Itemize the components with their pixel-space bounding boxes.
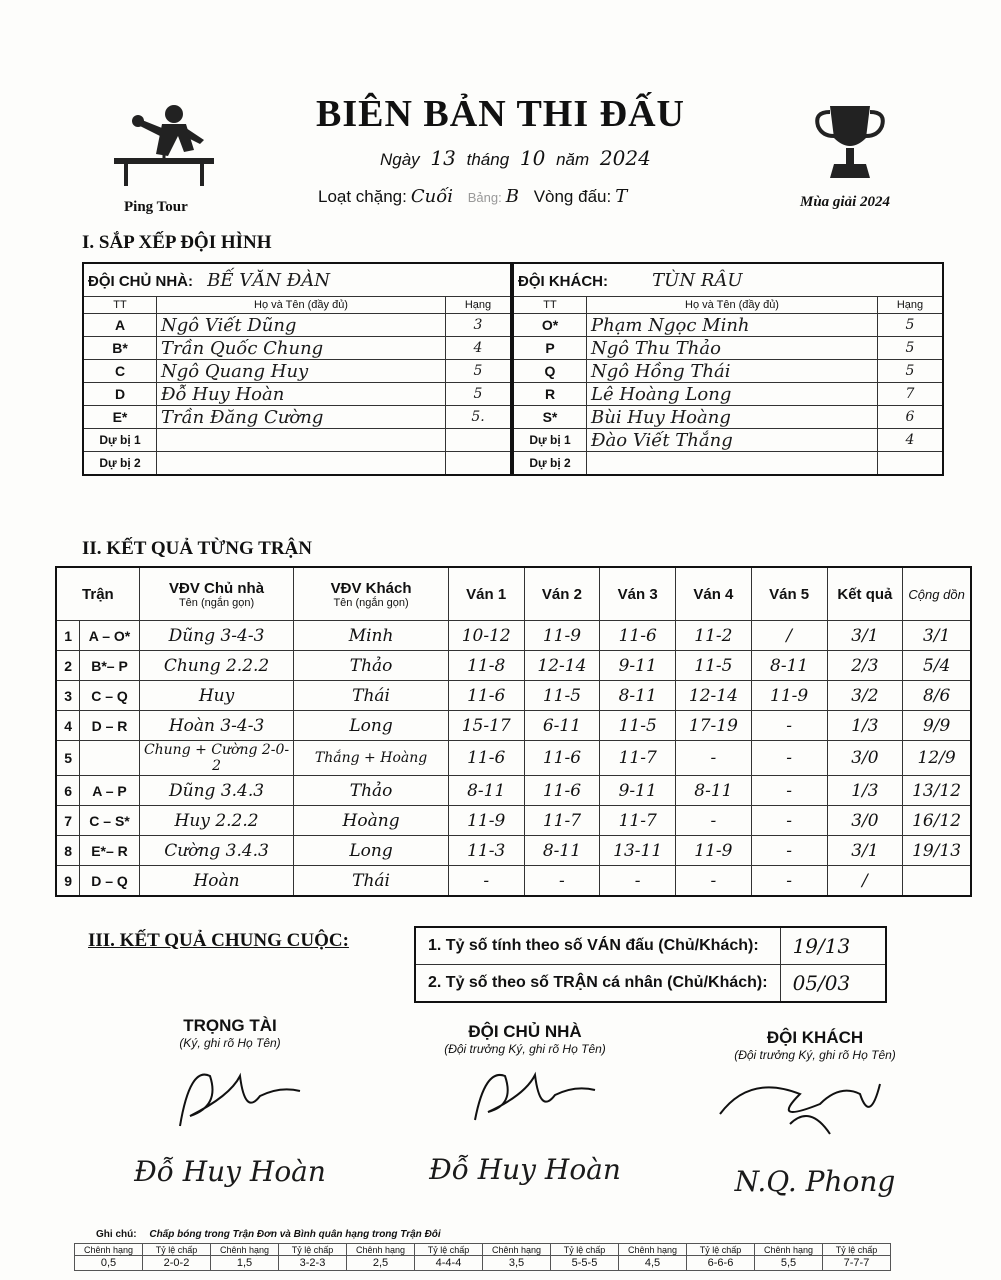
- match-result: /: [827, 866, 903, 897]
- game-3-score: 8-11: [600, 681, 676, 711]
- match-no: 9: [56, 866, 80, 897]
- match-result: 3/2: [827, 681, 903, 711]
- day-value: 13: [430, 146, 456, 170]
- game-3-score: 9-11: [600, 776, 676, 806]
- date-line: [380, 146, 657, 170]
- game-3-score: 13-11: [600, 836, 676, 866]
- match-result: 3/0: [827, 741, 903, 776]
- home-player-rank: 4: [446, 337, 512, 360]
- match-no: 4: [56, 711, 80, 741]
- home-tt: A: [83, 314, 157, 337]
- lineup-section-title: I. SẮP XẾP ĐỘI HÌNH: [82, 232, 272, 253]
- game-3-score: 11-7: [600, 741, 676, 776]
- away-player-name: Phạm Ngọc Minh: [587, 314, 878, 337]
- cumulative-score: 19/13: [903, 836, 971, 866]
- handicap-table: [74, 1243, 891, 1271]
- away-player: Long: [294, 836, 449, 866]
- handicap-header: Tỷ lệ chấp: [551, 1244, 619, 1256]
- game-2-score: 8-11: [524, 836, 600, 866]
- away-sign-title: ĐỘI KHÁCH: [766, 1028, 864, 1047]
- away-team-cell: [513, 263, 943, 297]
- home-player-rank: [446, 452, 512, 476]
- home-team-label: ĐỘI CHỦ NHÀ:: [88, 272, 193, 290]
- home-sign-sub: (Đội trưởng Ký, ghi rõ Họ Tên): [444, 1042, 606, 1056]
- col-home-sub: Tên (ngắn gọn): [178, 596, 255, 609]
- match-pair: D – Q: [80, 866, 140, 897]
- table-row: [56, 836, 971, 866]
- away-tt: Q: [513, 360, 587, 383]
- game-1-score: 10-12: [448, 621, 524, 651]
- year-label: năm: [556, 150, 590, 169]
- cumulative-score: 5/4: [903, 651, 971, 681]
- home-tt: D: [83, 383, 157, 406]
- away-player-rank: 5: [878, 314, 944, 337]
- home-team-name: BẾ VĂN ĐÀN: [207, 269, 331, 291]
- game-4-score: 11-2: [676, 621, 752, 651]
- handicap-header: Tỷ lệ chấp: [415, 1244, 483, 1256]
- away-player: Thắng + Hoàng: [294, 741, 449, 776]
- match-result: 1/3: [827, 711, 903, 741]
- away-player-rank: [878, 452, 944, 476]
- match-score-label: 2. Tỷ số theo số TRẬN cá nhân (Chủ/Khách):: [415, 965, 780, 1003]
- col-game-5: Ván 5: [751, 567, 827, 621]
- home-player-rank: 3: [446, 314, 512, 337]
- away-team-name: TÙN RÂU: [652, 269, 743, 291]
- game-4-score: -: [676, 741, 752, 776]
- cumulative-score: 16/12: [903, 806, 971, 836]
- handicap-value: 2-0-2: [143, 1256, 211, 1271]
- referee-name: Đỗ Huy Hoàn: [134, 1155, 326, 1188]
- logo-text: Ping Tour: [124, 199, 188, 215]
- referee-title: TRỌNG TÀI: [183, 1016, 277, 1035]
- cumulative-score: 8/6: [903, 681, 971, 711]
- home-tt: Dự bị 2: [83, 452, 157, 476]
- table-row: [56, 866, 971, 897]
- game-3-score: -: [600, 866, 676, 897]
- game-5-score: 8-11: [751, 651, 827, 681]
- home-signature-block: [410, 1022, 640, 1186]
- home-player-name: [157, 452, 446, 476]
- away-player-name: Ngô Hồng Thái: [587, 360, 878, 383]
- col-tt: TT: [83, 297, 157, 314]
- handicap-value: 6-6-6: [687, 1256, 755, 1271]
- home-lineup-table: [82, 262, 512, 476]
- game-2-score: 11-7: [524, 806, 600, 836]
- handicap-header: Chênh hạng: [619, 1244, 687, 1256]
- table-row: [56, 621, 971, 651]
- final-score-table: [414, 926, 887, 1003]
- away-player: Thái: [294, 681, 449, 711]
- home-player: Cường 3.4.3: [139, 836, 294, 866]
- col-game-3: Ván 3: [600, 567, 676, 621]
- away-player-rank: 4: [878, 429, 944, 452]
- match-result: 3/1: [827, 836, 903, 866]
- away-captain-name: N.Q. Phong: [734, 1165, 896, 1198]
- table-row: [56, 806, 971, 836]
- game-score-value: 19/13: [780, 927, 886, 965]
- handicap-header: Chênh hạng: [347, 1244, 415, 1256]
- table-row: [56, 681, 971, 711]
- away-lineup-table: [512, 262, 944, 476]
- col-name: Họ và Tên (đầy đủ): [587, 297, 878, 314]
- group-value: B: [505, 186, 519, 207]
- away-player: Hoàng: [294, 806, 449, 836]
- game-5-score: -: [751, 836, 827, 866]
- cumulative-score: 12/9: [903, 741, 971, 776]
- match-result: 3/0: [827, 806, 903, 836]
- game-5-score: /: [751, 621, 827, 651]
- away-player-rank: 5: [878, 337, 944, 360]
- away-tt: O*: [513, 314, 587, 337]
- game-4-score: -: [676, 866, 752, 897]
- handicap-value: 0,5: [75, 1256, 143, 1271]
- cumulative-score: 3/1: [903, 621, 971, 651]
- note-label: Ghi chú:: [96, 1229, 137, 1240]
- handicap-value: 5-5-5: [551, 1256, 619, 1271]
- season-logo: [800, 98, 920, 218]
- match-pair: E*– R: [80, 836, 140, 866]
- home-player-name: Trần Quốc Chung: [157, 337, 446, 360]
- cumulative-score: 9/9: [903, 711, 971, 741]
- match-no: 2: [56, 651, 80, 681]
- game-4-score: 17-19: [676, 711, 752, 741]
- home-player: Hoàn: [139, 866, 294, 897]
- col-cumulative: Cộng dồn: [903, 567, 971, 621]
- home-player-rank: 5: [446, 360, 512, 383]
- game-5-score: -: [751, 776, 827, 806]
- handicap-note: [96, 1229, 441, 1240]
- game-4-score: 11-5: [676, 651, 752, 681]
- away-signature-block: [700, 1028, 930, 1198]
- home-player-name: [157, 429, 446, 452]
- home-player-name: Ngô Quang Huy: [157, 360, 446, 383]
- season-text: Mùa giải 2024: [800, 194, 891, 210]
- home-captain-name: Đỗ Huy Hoàn: [429, 1153, 621, 1186]
- game-3-score: 11-7: [600, 806, 676, 836]
- match-pair: [80, 741, 140, 776]
- match-no: 3: [56, 681, 80, 711]
- game-2-score: -: [524, 866, 600, 897]
- round-value: T: [615, 186, 628, 207]
- home-player: Huy: [139, 681, 294, 711]
- handicap-header: Chênh hạng: [211, 1244, 279, 1256]
- document-title: BIÊN BẢN THI ĐẤU: [316, 93, 685, 135]
- group-label: Bảng:: [467, 190, 502, 205]
- away-player-rank: 7: [878, 383, 944, 406]
- col-result: Kết quả: [827, 567, 903, 621]
- game-1-score: 11-9: [448, 806, 524, 836]
- referee-sub: (Ký, ghi rõ Họ Tên): [179, 1036, 281, 1050]
- handicap-header: Chênh hạng: [483, 1244, 551, 1256]
- away-player: Thảo: [294, 651, 449, 681]
- final-section-title: III. KẾT QUẢ CHUNG CUỘC:: [88, 930, 349, 951]
- game-3-score: 11-6: [600, 621, 676, 651]
- game-2-score: 6-11: [524, 711, 600, 741]
- game-2-score: 11-6: [524, 741, 600, 776]
- handicap-value: 7-7-7: [823, 1256, 891, 1271]
- away-player-rank: 6: [878, 406, 944, 429]
- home-player-name: Trần Đăng Cường: [157, 406, 446, 429]
- handicap-header: Chênh hạng: [755, 1244, 823, 1256]
- handicap-value: 3,5: [483, 1256, 551, 1271]
- col-game-1: Ván 1: [448, 567, 524, 621]
- match-no: 7: [56, 806, 80, 836]
- match-score-value: 05/03: [780, 965, 886, 1003]
- match-no: 1: [56, 621, 80, 651]
- away-player: Thảo: [294, 776, 449, 806]
- game-5-score: -: [751, 866, 827, 897]
- col-away-sub: Tên (ngắn gọn): [333, 596, 409, 609]
- home-player-name: Ngô Viết Dũng: [157, 314, 446, 337]
- game-5-score: -: [751, 806, 827, 836]
- away-signature-mark: [710, 1064, 910, 1154]
- match-pair: A – P: [80, 776, 140, 806]
- game-5-score: -: [751, 711, 827, 741]
- match-pair: B*– P: [80, 651, 140, 681]
- home-player-rank: 5.: [446, 406, 512, 429]
- table-row: [56, 711, 971, 741]
- stage-line: [318, 186, 637, 207]
- handicap-header: Chênh hạng: [75, 1244, 143, 1256]
- game-2-score: 11-6: [524, 776, 600, 806]
- referee-signature-mark: [160, 1056, 320, 1136]
- col-home-player: [139, 567, 294, 621]
- day-label: Ngày: [380, 150, 420, 169]
- home-tt: E*: [83, 406, 157, 429]
- away-tt: Dự bị 1: [513, 429, 587, 452]
- table-row: [56, 651, 971, 681]
- col-home-label: VĐV Chủ nhà: [169, 579, 265, 597]
- month-label: tháng: [466, 150, 510, 169]
- match-result: 3/1: [827, 621, 903, 651]
- col-rank: Hạng: [446, 297, 512, 314]
- referee-signature-block: [120, 1016, 340, 1188]
- game-3-score: 11-5: [600, 711, 676, 741]
- handicap-value: 4,5: [619, 1256, 687, 1271]
- away-tt: R: [513, 383, 587, 406]
- home-tt: Dự bị 1: [83, 429, 157, 452]
- home-signature-mark: [460, 1060, 620, 1130]
- col-away-player: [294, 567, 449, 621]
- cumulative-score: [903, 866, 971, 897]
- home-player: Dũng 3.4.3: [139, 776, 294, 806]
- col-match: Trận: [56, 567, 139, 621]
- match-no: 5: [56, 741, 80, 776]
- away-tt: P: [513, 337, 587, 360]
- match-pair: C – S*: [80, 806, 140, 836]
- home-player: Dũng 3-4-3: [139, 621, 294, 651]
- col-away-label: VĐV Khách: [330, 579, 412, 597]
- handicap-value: 1,5: [211, 1256, 279, 1271]
- handicap-value: 4-4-4: [415, 1256, 483, 1271]
- game-4-score: -: [676, 806, 752, 836]
- col-game-4: Ván 4: [676, 567, 752, 621]
- match-result: 2/3: [827, 651, 903, 681]
- handicap-value: 2,5: [347, 1256, 415, 1271]
- match-results-table: [55, 566, 972, 897]
- away-player-name: [587, 452, 878, 476]
- match-no: 8: [56, 836, 80, 866]
- home-player: Hoàn 3-4-3: [139, 711, 294, 741]
- stage-label: Loạt chặng:: [318, 187, 407, 206]
- away-player-name: Ngô Thu Thảo: [587, 337, 878, 360]
- handicap-value: 3-2-3: [279, 1256, 347, 1271]
- handicap-header: Tỷ lệ chấp: [279, 1244, 347, 1256]
- col-game-2: Ván 2: [524, 567, 600, 621]
- away-tt: Dự bị 2: [513, 452, 587, 476]
- handicap-header: Tỷ lệ chấp: [687, 1244, 755, 1256]
- col-name: Họ và Tên (đầy đủ): [157, 297, 446, 314]
- note-text: Chấp bóng trong Trận Đơn và Bình quân hạng trong Trận Đôi: [149, 1229, 441, 1240]
- home-player: Chung + Cường 2-0-2: [139, 741, 294, 776]
- game-1-score: 11-6: [448, 741, 524, 776]
- game-4-score: 11-9: [676, 836, 752, 866]
- home-player-rank: 5: [446, 383, 512, 406]
- home-player-name: Đỗ Huy Hoàn: [157, 383, 446, 406]
- home-tt: B*: [83, 337, 157, 360]
- home-sign-title: ĐỘI CHỦ NHÀ: [468, 1022, 582, 1041]
- game-1-score: 15-17: [448, 711, 524, 741]
- away-team-label: ĐỘI KHÁCH:: [518, 272, 608, 290]
- away-player-name: Lê Hoàng Long: [587, 383, 878, 406]
- match-no: 6: [56, 776, 80, 806]
- away-sign-sub: (Đội trưởng Ký, ghi rõ Họ Tên): [734, 1048, 896, 1062]
- handicap-header: Tỷ lệ chấp: [143, 1244, 211, 1256]
- away-player-name: Đào Viết Thắng: [587, 429, 878, 452]
- away-player: Thái: [294, 866, 449, 897]
- away-player-name: Bùi Huy Hoàng: [587, 406, 878, 429]
- game-2-score: 11-9: [524, 621, 600, 651]
- away-player-rank: 5: [878, 360, 944, 383]
- game-5-score: 11-9: [751, 681, 827, 711]
- handicap-value: 5,5: [755, 1256, 823, 1271]
- match-pair: D – R: [80, 711, 140, 741]
- month-value: 10: [519, 146, 546, 170]
- game-1-score: -: [448, 866, 524, 897]
- away-player: Long: [294, 711, 449, 741]
- cumulative-score: 13/12: [903, 776, 971, 806]
- home-player: Huy 2.2.2: [139, 806, 294, 836]
- game-1-score: 11-3: [448, 836, 524, 866]
- col-rank: Hạng: [878, 297, 944, 314]
- away-player: Minh: [294, 621, 449, 651]
- stage-value: Cuối: [410, 186, 453, 207]
- game-2-score: 12-14: [524, 651, 600, 681]
- match-result: 1/3: [827, 776, 903, 806]
- round-label: Vòng đấu:: [533, 187, 612, 206]
- game-4-score: 8-11: [676, 776, 752, 806]
- game-score-label: 1. Tỷ số tính theo số VÁN đấu (Chủ/Khách):: [415, 927, 780, 965]
- results-section-title: II. KẾT QUẢ TỪNG TRẬN: [82, 538, 312, 559]
- col-tt: TT: [513, 297, 587, 314]
- home-player-rank: [446, 429, 512, 452]
- game-1-score: 11-6: [448, 681, 524, 711]
- home-player: Chung 2.2.2: [139, 651, 294, 681]
- table-row: [56, 741, 971, 776]
- game-1-score: 11-8: [448, 651, 524, 681]
- game-1-score: 8-11: [448, 776, 524, 806]
- away-tt: S*: [513, 406, 587, 429]
- home-tt: C: [83, 360, 157, 383]
- game-5-score: -: [751, 741, 827, 776]
- table-row: [56, 776, 971, 806]
- game-3-score: 9-11: [600, 651, 676, 681]
- game-4-score: 12-14: [676, 681, 752, 711]
- match-pair: C – Q: [80, 681, 140, 711]
- year-value: 2024: [599, 146, 651, 170]
- game-2-score: 11-5: [524, 681, 600, 711]
- trophy-icon: [800, 98, 900, 188]
- handicap-header: Tỷ lệ chấp: [823, 1244, 891, 1256]
- home-team-cell: [83, 263, 511, 297]
- match-pair: A – O*: [80, 621, 140, 651]
